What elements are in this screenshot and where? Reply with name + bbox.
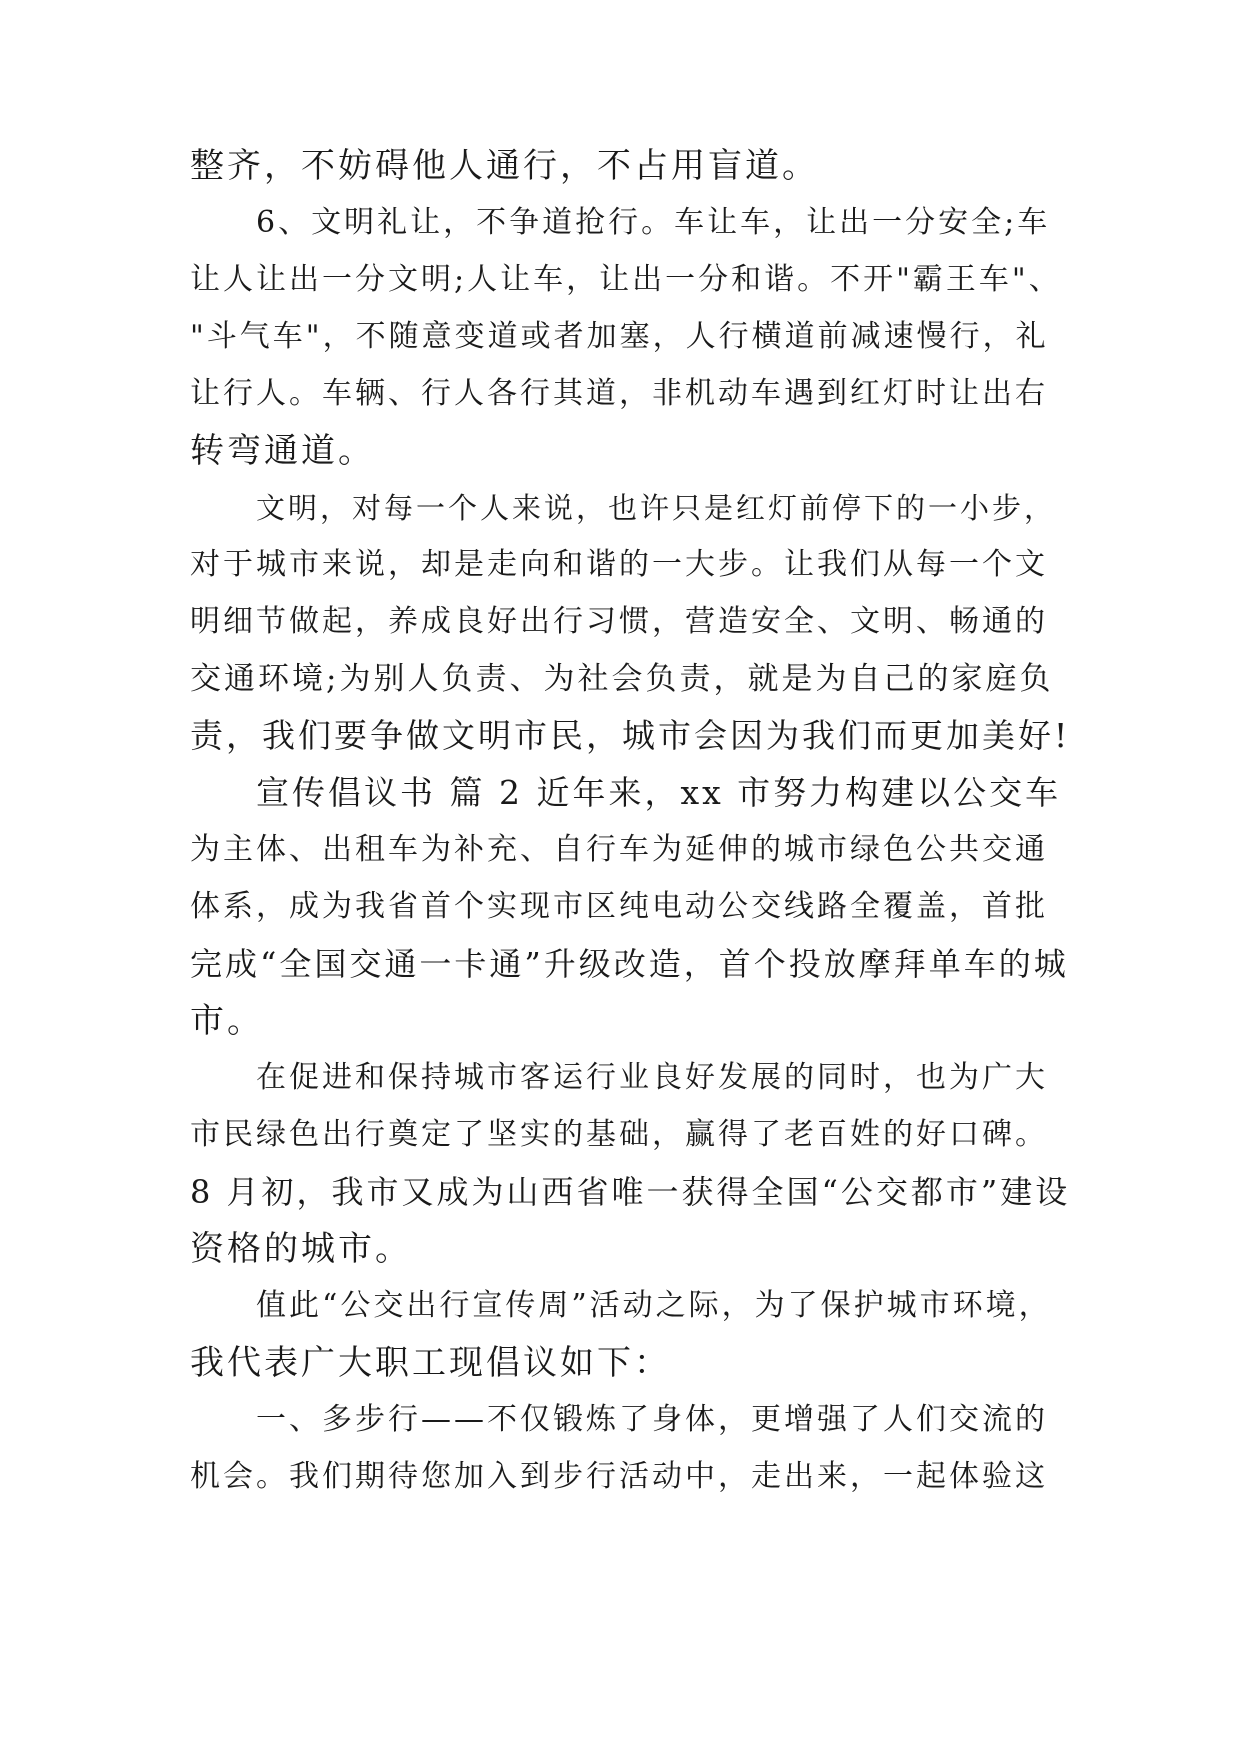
text-line: 文明，对每一个人来说，也许只是红灯前停下的一小步， bbox=[256, 491, 1057, 525]
text-line: 资格的城市。 bbox=[190, 1229, 412, 1269]
text-line: 在促进和保持城市客运行业良好发展的同时，也为广大 bbox=[256, 1060, 1048, 1095]
text-line: 6、文明礼让，不争道抢行。车让车，让出一分安全;车 bbox=[256, 205, 1051, 240]
text-line: 转弯通道。 bbox=[190, 431, 375, 471]
text-line: "斗气车"，不随意变道或者加塞，人行横道前减速慢行，礼 bbox=[190, 319, 1049, 354]
text-line: 机会。我们期待您加入到步行活动中，走出来，一起体验这 bbox=[190, 1459, 1048, 1494]
text-line: 让人让出一分文明;人让车，让出一分和谐。不开"霸王车"、 bbox=[190, 262, 1062, 297]
text-line: 完成“全国交通一卡通”升级改造，首个投放摩拜单车的城 bbox=[190, 945, 1069, 983]
text-line: 让行人。车辆、行人各行其道，非机动车遇到红灯时让出右 bbox=[190, 376, 1048, 411]
text-line: 体系，成为我省首个实现市区纯电动公交线路全覆盖，首批 bbox=[190, 889, 1048, 924]
text-line: 我代表广大职工现倡议如下： bbox=[190, 1343, 671, 1383]
text-line: 对于城市来说，却是走向和谐的一大步。让我们从每一个文 bbox=[190, 547, 1048, 582]
text-line: 交通环境;为别人负责、为社会负责，就是为自己的家庭负 bbox=[190, 661, 1054, 697]
text-line: 明细节做起，养成良好出行习惯，营造安全、文明、畅通的 bbox=[190, 604, 1048, 639]
text-line: 一、多步行——不仅锻炼了身体，更增强了人们交流的 bbox=[256, 1402, 1048, 1437]
text-line: 为主体、出租车为补充、自行车为延伸的城市绿色公共交通 bbox=[190, 832, 1048, 867]
text-line: 8 月初，我市又成为山西省唯一获得全国“公交都市”建设 bbox=[190, 1173, 1071, 1211]
text-line: 值此“公交出行宣传周”活动之际，为了保护城市环境， bbox=[256, 1288, 1052, 1323]
text-line: 责，我们要争做文明市民，城市会因为我们而更加美好! bbox=[190, 716, 1071, 755]
text-line: 宣传倡议书 篇 2 近年来，xx 市努力构建以公交车 bbox=[256, 773, 1062, 812]
text-line: 整齐，不妨碍他人通行，不占用盲道。 bbox=[190, 146, 819, 186]
text-line: 市。 bbox=[190, 1001, 264, 1041]
text-line: 市民绿色出行奠定了坚实的基础，赢得了老百姓的好口碑。 bbox=[190, 1117, 1048, 1152]
